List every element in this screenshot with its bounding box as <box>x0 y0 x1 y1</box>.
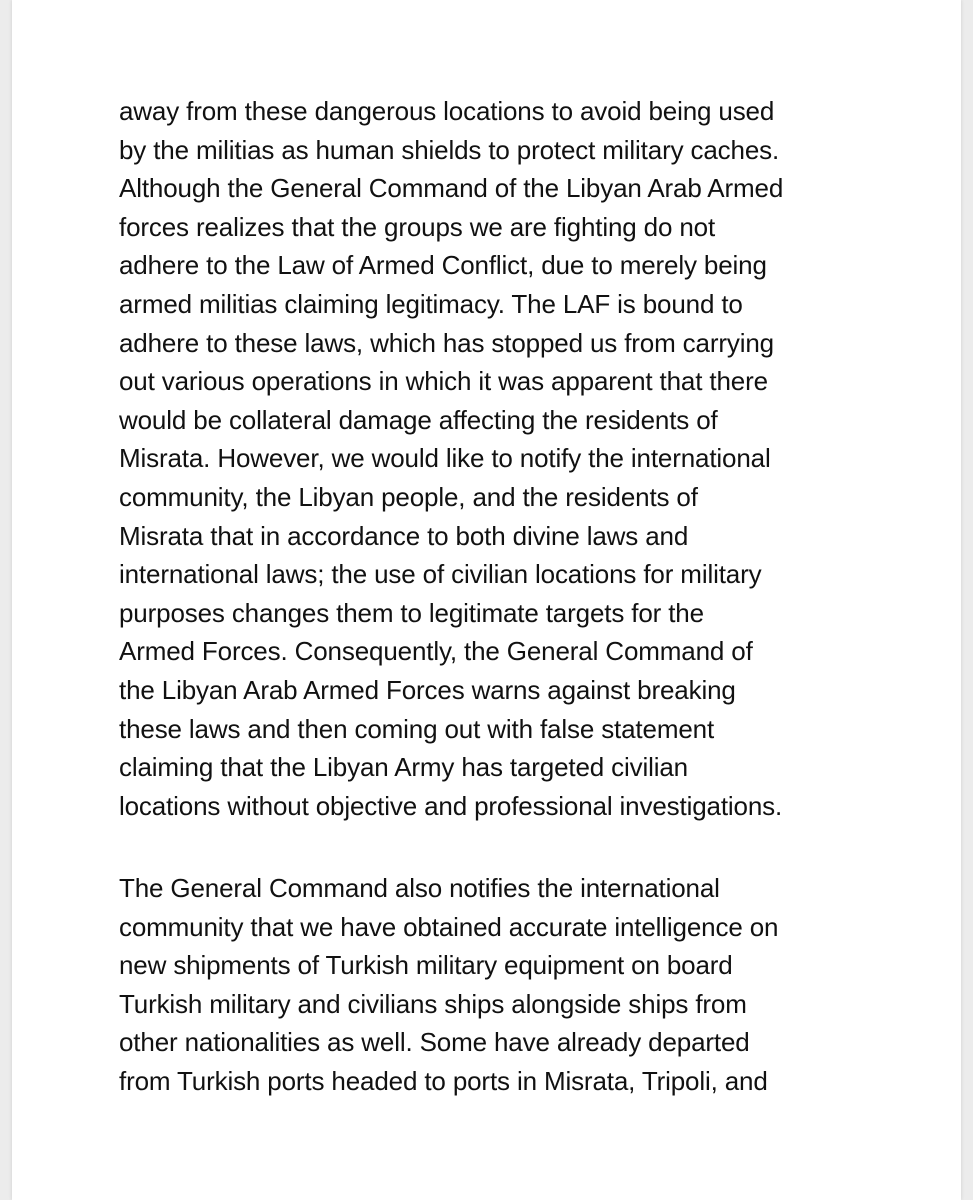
text-line: these laws and then coming out with false statement <box>119 713 715 744</box>
text-line: from Turkish ports headed to ports in Misrata, Tripoli, and <box>119 1065 768 1096</box>
text-line: claiming that the Libyan Army has targeted civilian <box>119 752 688 783</box>
text-line: Misrata. However, we would like to notify the international <box>119 443 771 474</box>
paragraph <box>119 92 879 825</box>
text-line: Armed Forces. Consequently, the General Command of <box>119 636 753 667</box>
text-line: Turkish military and civilians ships alongside ships from <box>119 988 747 1019</box>
text-line: international laws; the use of civilian locations for military <box>119 559 762 590</box>
text-line: locations without objective and professional investigations. <box>119 790 783 821</box>
text-line: new shipments of Turkish military equipment on board <box>119 950 733 981</box>
text-line: the Libyan Arab Armed Forces warns against breaking <box>119 674 736 705</box>
text-line: purposes changes them to legitimate targets for the <box>119 597 704 628</box>
text-line: community that we have obtained accurate intelligence on <box>119 911 779 942</box>
text-line: armed militias claiming legitimacy. The LAF is bound to <box>119 288 743 319</box>
text-line: by the militias as human shields to protect military caches. <box>119 134 780 165</box>
text-line: forces realizes that the groups we are fighting do not <box>119 211 716 242</box>
text-line: Misrata that in accordance to both divine laws and <box>119 520 689 551</box>
text-line: adhere to these laws, which has stopped us from carrying <box>119 327 774 358</box>
text-line: adhere to the Law of Armed Conflict, due to merely being <box>119 250 767 281</box>
text-line: The General Command also notifies the international <box>119 873 720 903</box>
text-line: out various operations in which it was apparent that there <box>119 366 768 397</box>
text-line: community, the Libyan people, and the residents of <box>119 481 698 512</box>
text-line: away from these dangerous locations to avoid being used <box>119 96 775 126</box>
paragraph <box>119 869 879 1101</box>
text-line: would be collateral damage affecting the residents of <box>119 404 718 435</box>
document-page <box>12 0 961 1200</box>
text-line: Although the General Command of the Libyan Arab Armed <box>119 173 784 204</box>
text-line: other nationalities as well. Some have already departed <box>119 1027 750 1058</box>
